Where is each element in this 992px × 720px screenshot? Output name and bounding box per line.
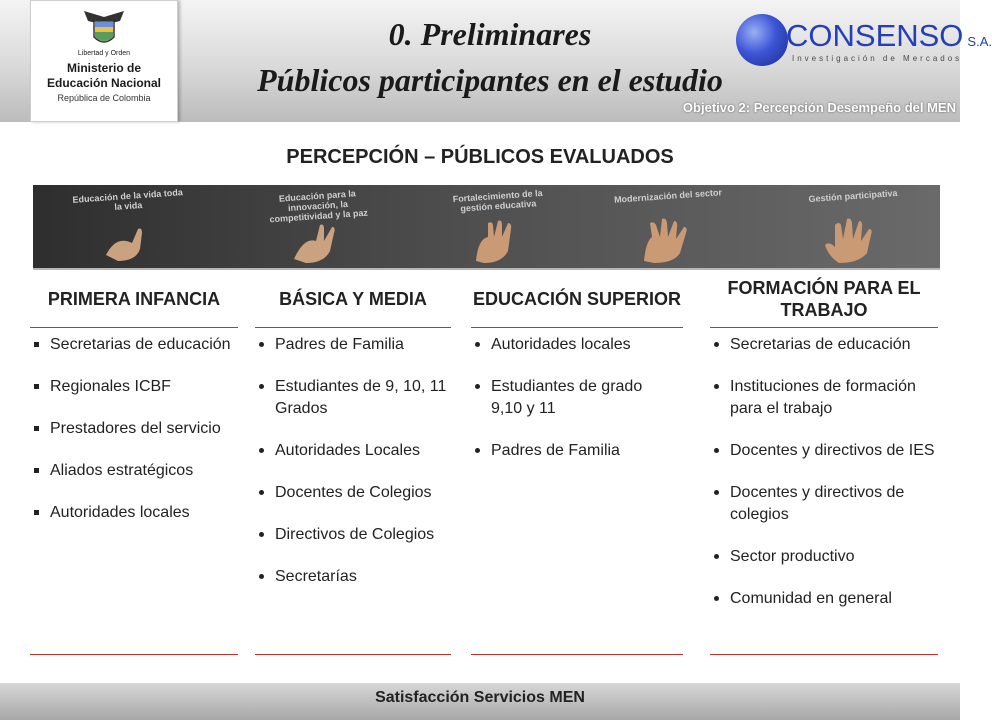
- page-subtitle: Públicos participantes en el estudio: [257, 62, 723, 98]
- bullet-icon: [34, 468, 39, 473]
- list-item: Padres de Familia: [471, 440, 671, 462]
- list-item: Estudiantes de grado 9,10 y 11: [471, 376, 671, 420]
- list-item: Aliados estratégicos: [30, 460, 242, 482]
- list-item: Secretarias de educación: [710, 334, 938, 356]
- bullet-icon: [475, 342, 480, 347]
- bullet-icon: [34, 426, 39, 431]
- column-title: FORMACIÓN PARA EL TRABAJO: [727, 278, 921, 320]
- bullet-icon: [259, 448, 264, 453]
- hand-one-finger-icon: [96, 215, 160, 265]
- column-title: EDUCACIÓN SUPERIOR: [472, 289, 682, 309]
- bullet-icon: [714, 490, 719, 495]
- bullet-icon: [475, 384, 480, 389]
- list-item: Secretarias de educación: [30, 334, 242, 356]
- bullet-icon: [259, 384, 264, 389]
- consenso-brand: CONSENSO S.A.: [786, 18, 992, 53]
- list-item: Prestadores del servicio: [30, 418, 242, 440]
- ministry-name: Ministerio de Educación Nacional: [46, 61, 162, 90]
- ministry-logo: [30, 0, 178, 122]
- list-item: Instituciones de formación para el trabajo: [710, 376, 938, 420]
- ministry-motto: Libertad y Orden: [77, 50, 131, 57]
- column-list: [30, 334, 242, 544]
- bullet-icon: [259, 532, 264, 537]
- bullet-icon: [714, 596, 719, 601]
- column-list: [710, 334, 938, 630]
- bullet-icon: [259, 490, 264, 495]
- column-divider: [710, 327, 938, 328]
- column-title: BÁSICA Y MEDIA: [279, 289, 427, 309]
- column-list: [471, 334, 671, 482]
- hand-five-fingers-icon: [821, 215, 885, 265]
- bullet-icon: [714, 554, 719, 559]
- footer: [0, 683, 960, 720]
- ministry-country: República de Colombia: [57, 93, 151, 103]
- page-title: 0. Preliminares: [388, 16, 592, 52]
- list-item: Comunidad en general: [710, 588, 938, 610]
- list-item: Secretarías: [255, 566, 451, 588]
- list-item: Docentes de Colegios: [255, 482, 451, 504]
- bullet-icon: [34, 342, 39, 347]
- column-bottom-divider: [30, 654, 238, 655]
- consenso-tagline: Investigación de Mercados: [792, 54, 963, 63]
- list-item: Autoridades locales: [30, 502, 242, 524]
- column-title: PRIMERA INFANCIA: [47, 289, 221, 309]
- column-bottom-divider: [471, 654, 683, 655]
- header: [0, 0, 992, 122]
- hand-two-fingers-icon: [286, 215, 350, 265]
- banner-item: Gestión participativa: [793, 185, 913, 268]
- bullet-icon: [34, 384, 39, 389]
- column-bottom-divider: [710, 654, 938, 655]
- column-divider: [30, 327, 238, 328]
- list-item: Docentes y directivos de IES: [710, 440, 938, 462]
- list-item: Autoridades locales: [471, 334, 671, 356]
- column-list: [255, 334, 451, 608]
- bullet-icon: [714, 342, 719, 347]
- banner-item: Educación para la innovación, la competitividad y la paz: [258, 185, 378, 268]
- banner-item: Fortalecimiento de la gestión educativa: [438, 185, 558, 268]
- consenso-logo: [736, 14, 992, 70]
- hand-three-fingers-icon: [466, 215, 530, 265]
- bullet-icon: [34, 510, 39, 515]
- colombia-crest-icon: [80, 7, 128, 49]
- list-item: Sector productivo: [710, 546, 938, 568]
- banner-item: Educación de la vida toda la vida: [68, 185, 188, 268]
- banner-item: Modernización del sector: [608, 185, 728, 268]
- footer-text: Satisfacción Servicios MEN: [375, 689, 585, 706]
- column-divider: [255, 327, 451, 328]
- bullet-icon: [714, 448, 719, 453]
- section-title: PERCEPCIÓN – PÚBLICOS EVALUADOS: [286, 146, 674, 168]
- bullet-icon: [714, 384, 719, 389]
- column-bottom-divider: [255, 654, 451, 655]
- list-item: Docentes y directivos de colegios: [710, 482, 938, 526]
- hand-four-fingers-icon: [636, 215, 700, 265]
- globe-icon: [736, 14, 788, 66]
- hands-banner: [33, 185, 940, 270]
- list-item: Regionales ICBF: [30, 376, 242, 398]
- list-item: Estudiantes de 9, 10, 11 Grados: [255, 376, 451, 420]
- column-divider: [471, 327, 683, 328]
- list-item: Autoridades Locales: [255, 440, 451, 462]
- bullet-icon: [475, 448, 480, 453]
- objective-label: Objetivo 2: Percepción Desempeño del MEN: [682, 100, 956, 115]
- list-item: Directivos de Colegios: [255, 524, 451, 546]
- bullet-icon: [259, 342, 264, 347]
- list-item: Padres de Familia: [255, 334, 451, 356]
- bullet-icon: [259, 574, 264, 579]
